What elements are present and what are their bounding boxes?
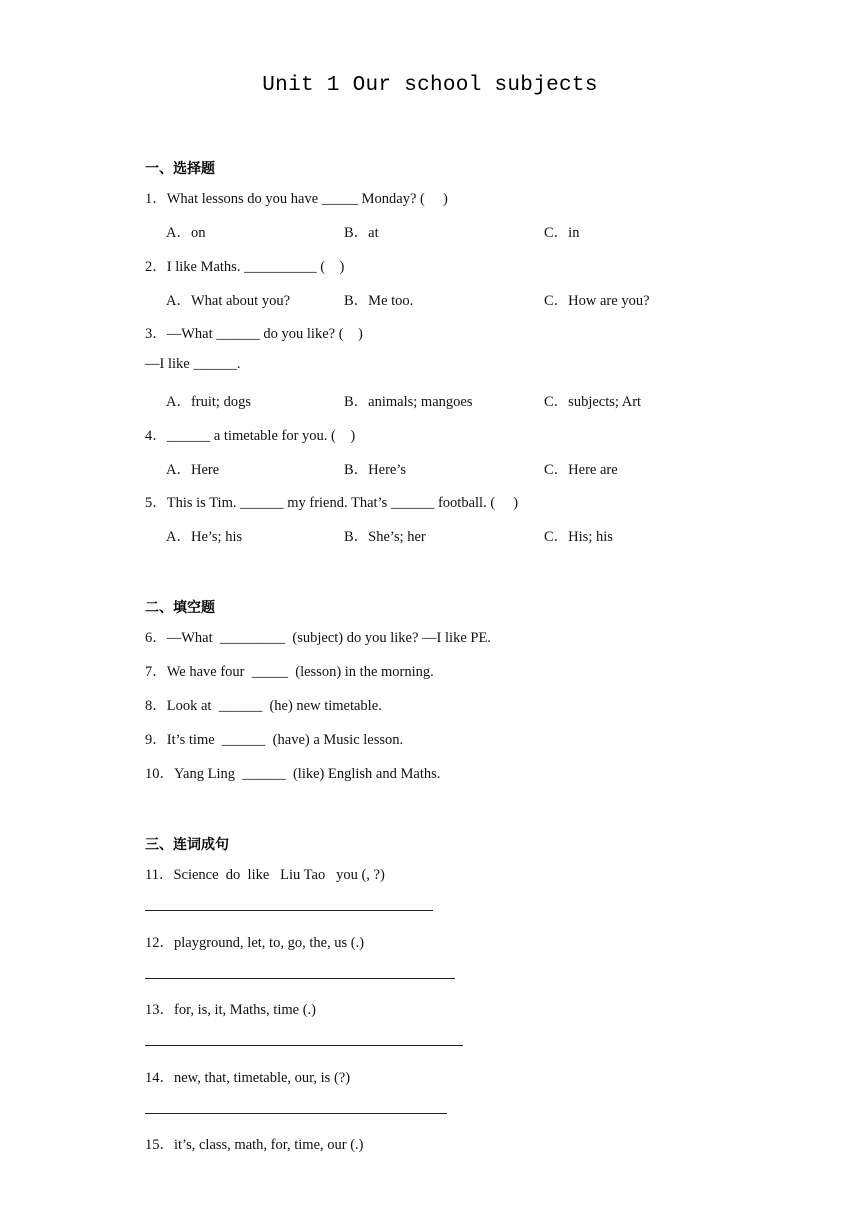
q4-option-a: A．Here — [166, 462, 220, 478]
question-8: 8．Look at ______ (he) new timetable. — [145, 698, 382, 714]
question-3: 3．—What ______ do you like? ( ) — [145, 326, 363, 342]
q3-option-b: B．animals; mangoes — [344, 394, 473, 410]
q3-option-a: A．fruit; dogs — [166, 394, 251, 410]
q4-option-b: B．Here’s — [344, 462, 407, 478]
q3-option-c: C．subjects; Art — [544, 394, 642, 410]
q4-option-c: C．Here are — [544, 462, 618, 478]
question-11: 11．Science do like Liu Tao you (, ?) — [145, 867, 385, 883]
question-5: 5．This is Tim. ______ my friend. That’s ______ football. ( ) — [145, 495, 519, 511]
answer-line-11 — [145, 910, 433, 911]
section-heading-choice: 一、选择题 — [145, 161, 215, 177]
q5-option-b: B．She’s; her — [344, 529, 426, 545]
q2-option-c: C．How are you? — [544, 293, 650, 309]
question-7: 7．We have four _____ (lesson) in the morning. — [145, 664, 434, 680]
question-1: 1．What lessons do you have _____ Monday? ( ) — [145, 191, 448, 207]
question-10: 10．Yang Ling ______ (like) English and Maths. — [145, 766, 441, 782]
q1-option-a: A．on — [166, 225, 206, 241]
page-title: Unit 1 Our school subjects — [262, 74, 598, 97]
question-12: 12．playground, let, to, go, the, us (.) — [145, 935, 365, 951]
answer-line-14 — [145, 1113, 447, 1114]
answer-line-12 — [145, 978, 455, 979]
q5-option-a: A．He’s; his — [166, 529, 243, 545]
answer-line-13 — [145, 1045, 463, 1046]
question-3-reply: —I like ______. — [145, 356, 241, 372]
q1-option-b: B．at — [344, 225, 379, 241]
q2-option-b: B．Me too. — [344, 293, 414, 309]
section-heading-fill-blank: 二、填空题 — [145, 600, 215, 616]
question-14: 14．new, that, timetable, our, is (?) — [145, 1070, 351, 1086]
q5-option-c: C．His; his — [544, 529, 613, 545]
q1-option-c: C．in — [544, 225, 580, 241]
q2-option-a: A．What about you? — [166, 293, 291, 309]
question-15: 15．it’s, class, math, for, time, our (.) — [145, 1137, 364, 1153]
question-6: 6．—What _________ (subject) do you like? —I like PE. — [145, 630, 491, 646]
section-heading-sentence-building: 三、连词成句 — [145, 837, 229, 853]
question-9: 9．It’s time ______ (have) a Music lesson. — [145, 732, 404, 748]
question-2: 2．I like Maths. __________ ( ) — [145, 259, 345, 275]
question-13: 13．for, is, it, Maths, time (.) — [145, 1002, 316, 1018]
question-4: 4．______ a timetable for you. ( ) — [145, 428, 356, 444]
